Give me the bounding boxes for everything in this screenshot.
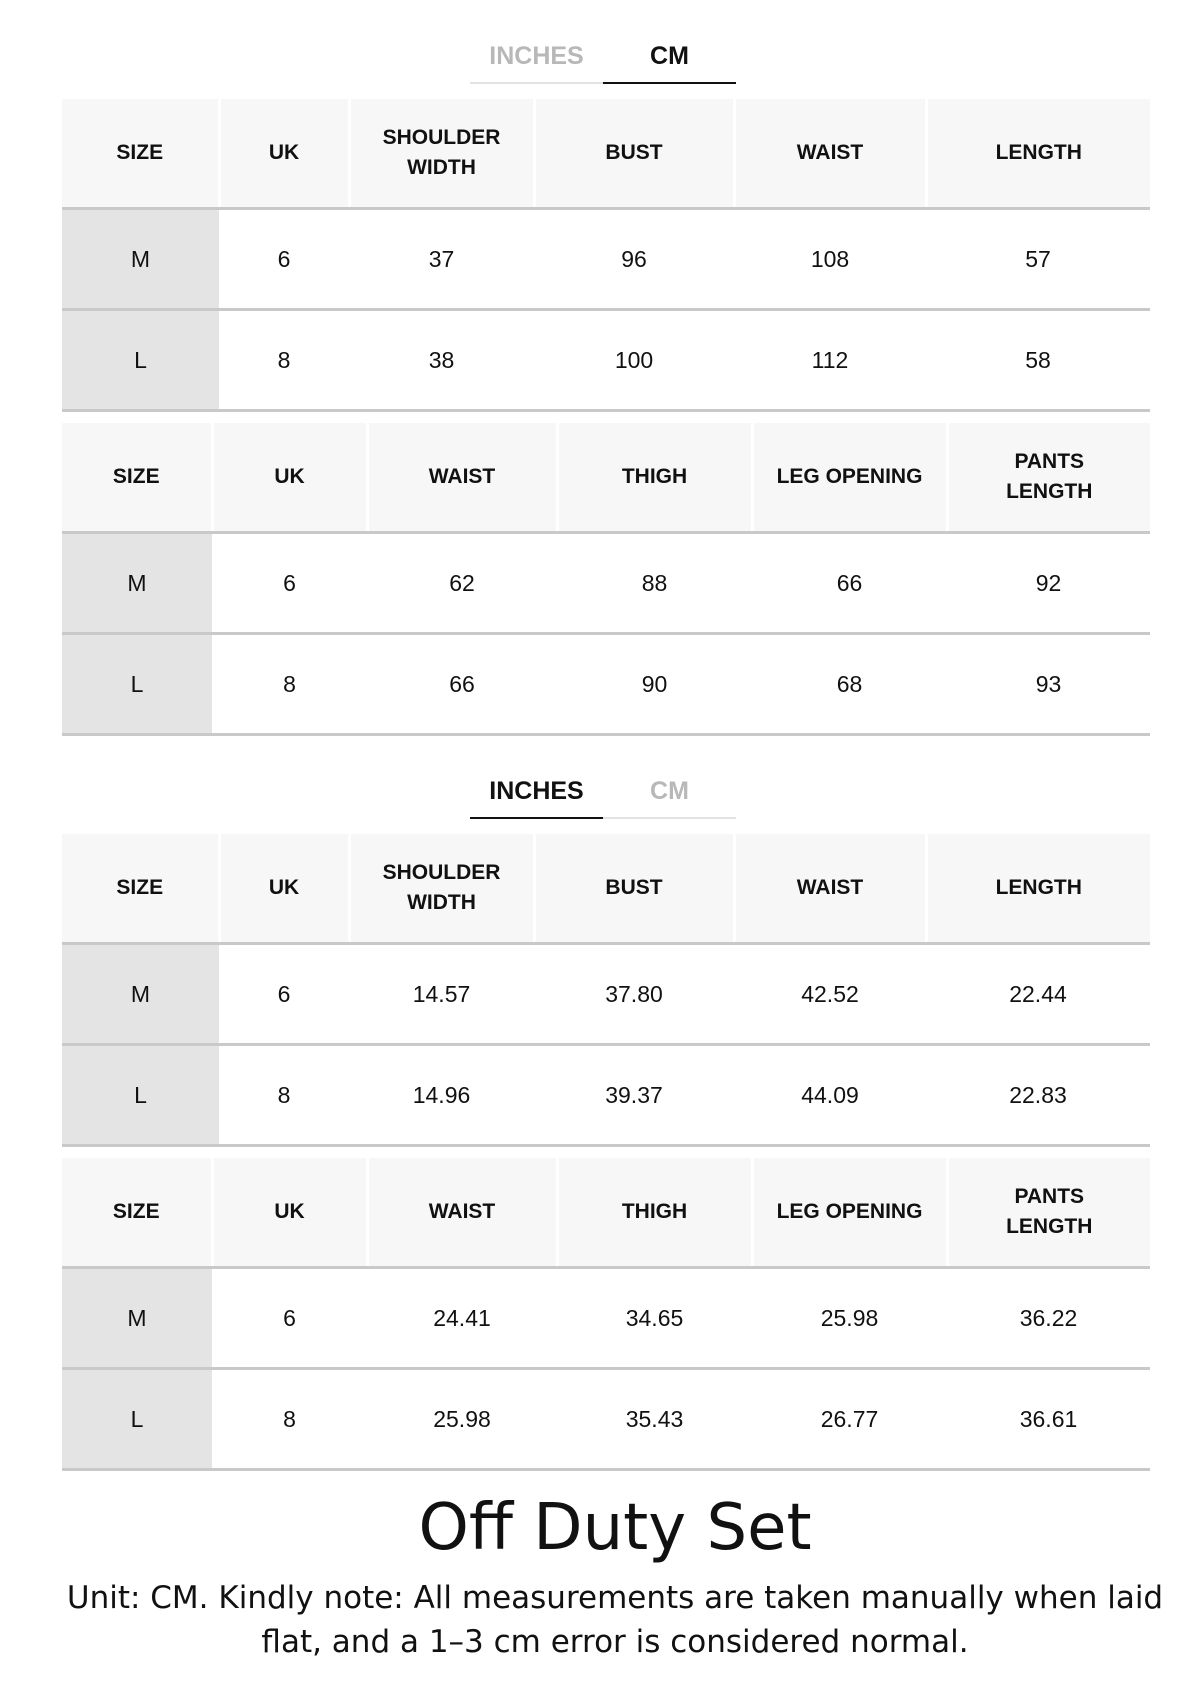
size-cell: L (62, 1369, 212, 1470)
table-cell: 8 (212, 1369, 367, 1470)
header-leg-opening: LEG OPENING (752, 1158, 947, 1268)
table-row (62, 1045, 1150, 1146)
table-cell: 34.65 (557, 1268, 752, 1369)
table-cell: 8 (219, 310, 349, 411)
page-title: Off Duty Set (418, 1491, 812, 1565)
table-cell: 6 (212, 1268, 367, 1369)
table-cell: 37 (349, 209, 534, 310)
table-row (62, 209, 1150, 310)
table-cell: 22.83 (926, 1045, 1150, 1146)
table-row (62, 944, 1150, 1045)
tab-inches[interactable]: INCHES (489, 42, 584, 70)
header-length: LENGTH (926, 834, 1150, 944)
table-cell: 6 (219, 209, 349, 310)
table-row (62, 1369, 1150, 1470)
size-cell: M (62, 209, 219, 310)
header-size: SIZE (62, 834, 219, 944)
table-cell: 68 (752, 634, 947, 735)
table-cell: 6 (219, 944, 349, 1045)
table-cell: 57 (926, 209, 1150, 310)
table-cell: 39.37 (534, 1045, 734, 1146)
tab-inches[interactable]: INCHES (470, 773, 603, 817)
table-cell: 66 (752, 533, 947, 634)
table-cell: 37.80 (534, 944, 734, 1045)
header-thigh: THIGH (557, 1158, 752, 1268)
header-thigh: THIGH (557, 423, 752, 533)
table-cell: 8 (212, 634, 367, 735)
table-cell: 62 (367, 533, 557, 634)
tab-cm[interactable]: CM (650, 777, 689, 805)
table-cell: 90 (557, 634, 752, 735)
table-header-row (62, 1158, 1150, 1268)
size-cell: L (62, 1045, 219, 1146)
header-pants-length: PANTS LENGTH (947, 423, 1150, 533)
table-cell: 14.57 (349, 944, 534, 1045)
size-cell: L (62, 634, 212, 735)
table-row (62, 1268, 1150, 1369)
table-cell: 108 (734, 209, 926, 310)
size-cell: M (62, 533, 212, 634)
table-cell: 88 (557, 533, 752, 634)
header-waist: WAIST (367, 1158, 557, 1268)
top-size-table-cm (62, 99, 1150, 412)
header-uk: UK (212, 1158, 367, 1268)
measurement-note: Unit: CM. Kindly note: All measurements are taken manually when laid flat, and a 1–3 cm error is considered normal. (66, 1580, 1164, 1660)
header-leg-opening: LEG OPENING (752, 423, 947, 533)
header-pants-length: PANTS LENGTH (947, 1158, 1150, 1268)
tab-cm[interactable]: CM (603, 38, 736, 82)
table-cell: 58 (926, 310, 1150, 411)
table-cell: 25.98 (752, 1268, 947, 1369)
unit-tabs (470, 773, 736, 819)
table-cell: 6 (212, 533, 367, 634)
size-cell: M (62, 1268, 212, 1369)
table-cell: 24.41 (367, 1268, 557, 1369)
header-shoulder-width: SHOULDER WIDTH (349, 99, 534, 209)
table-cell: 112 (734, 310, 926, 411)
table-header-row (62, 834, 1150, 944)
header-length: LENGTH (926, 99, 1150, 209)
table-row (62, 634, 1150, 735)
table-cell: 26.77 (752, 1369, 947, 1470)
header-bust: BUST (534, 834, 734, 944)
header-size: SIZE (62, 99, 219, 209)
header-size: SIZE (62, 423, 212, 533)
table-header-row (62, 423, 1150, 533)
table-cell: 92 (947, 533, 1150, 634)
size-cell: M (62, 944, 219, 1045)
pants-size-table-cm (62, 423, 1150, 736)
table-cell: 42.52 (734, 944, 926, 1045)
table-cell: 100 (534, 310, 734, 411)
header-uk: UK (219, 834, 349, 944)
top-size-table-inches (62, 834, 1150, 1147)
header-waist: WAIST (734, 99, 926, 209)
table-row (62, 310, 1150, 411)
table-cell: 66 (367, 634, 557, 735)
header-size: SIZE (62, 1158, 212, 1268)
table-cell: 44.09 (734, 1045, 926, 1146)
table-cell: 35.43 (557, 1369, 752, 1470)
table-cell: 22.44 (926, 944, 1150, 1045)
table-cell: 8 (219, 1045, 349, 1146)
header-uk: UK (219, 99, 349, 209)
table-row (62, 533, 1150, 634)
table-cell: 36.22 (947, 1268, 1150, 1369)
table-cell: 14.96 (349, 1045, 534, 1146)
table-cell: 93 (947, 634, 1150, 735)
table-cell: 36.61 (947, 1369, 1150, 1470)
header-waist: WAIST (367, 423, 557, 533)
header-uk: UK (212, 423, 367, 533)
size-cell: L (62, 310, 219, 411)
table-cell: 38 (349, 310, 534, 411)
table-header-row (62, 99, 1150, 209)
table-cell: 96 (534, 209, 734, 310)
unit-tabs (470, 38, 736, 84)
header-waist: WAIST (734, 834, 926, 944)
header-bust: BUST (534, 99, 734, 209)
pants-size-table-inches (62, 1158, 1150, 1471)
table-cell: 25.98 (367, 1369, 557, 1470)
header-shoulder-width: SHOULDER WIDTH (349, 834, 534, 944)
